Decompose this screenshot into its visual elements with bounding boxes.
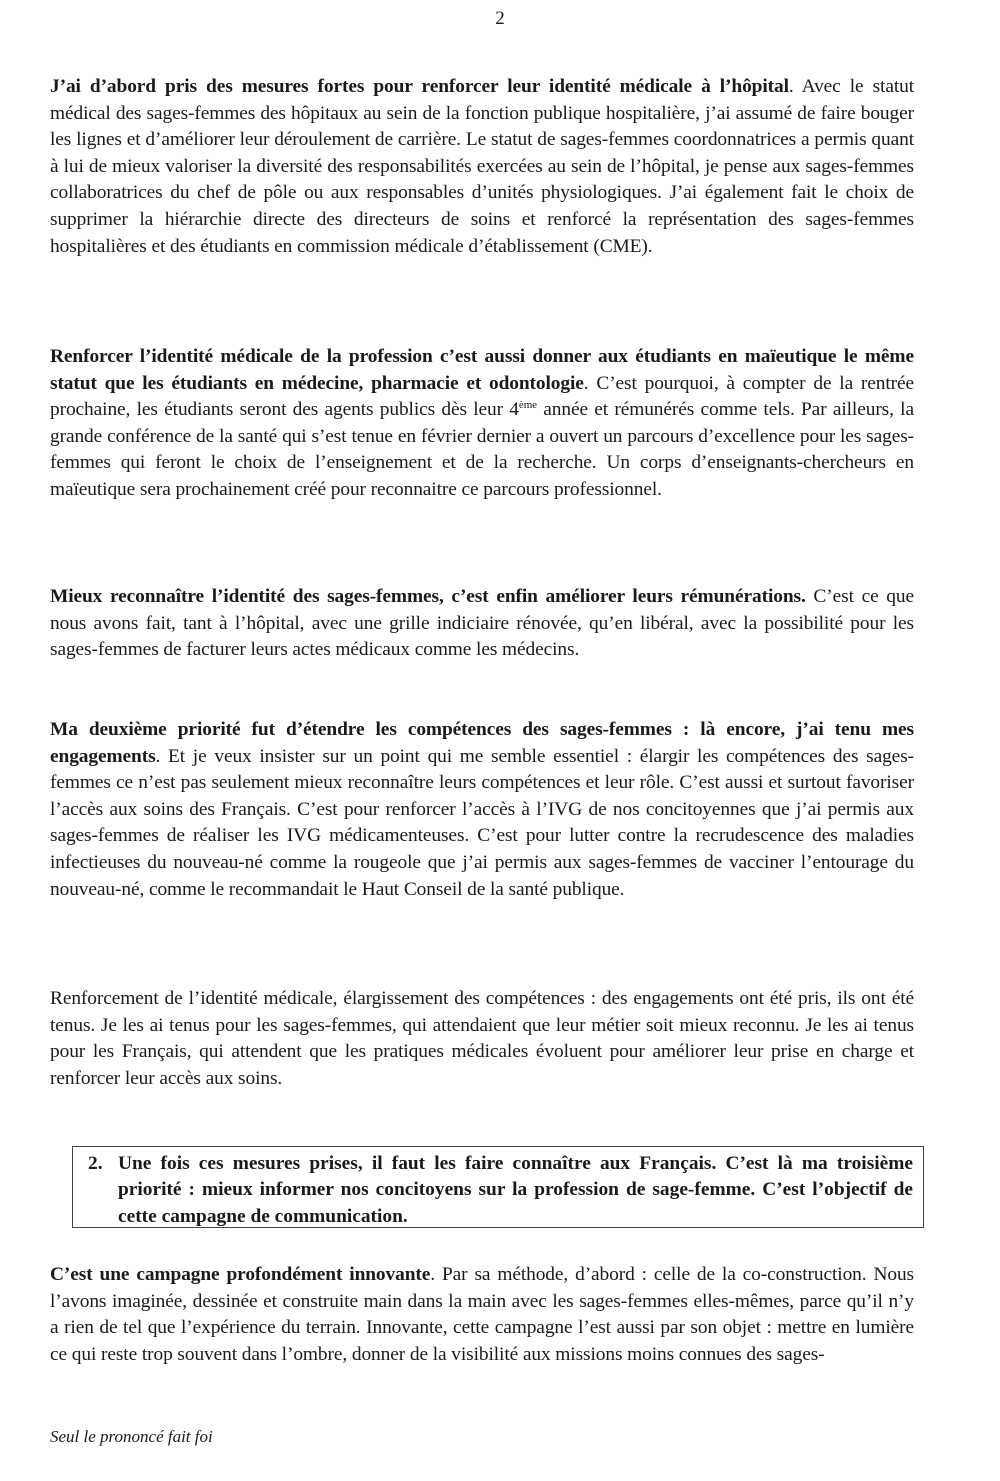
page-footer: Seul le prononcé fait foi: [50, 1427, 213, 1446]
paragraph-text: . Et je veux insister sur un point qui me semble essentiel : élargir les compétences des sages-femmes ce n’est pas seulement mieux reconnaître leurs compétences et leur rôle. C’est aussi et surtout favoriser l’accès aux soins des Français. C’est pour renforcer l’accès à l’IVG de nos concitoyennes que j’ai permis aux sages-femmes de réaliser les IVG médicamenteuses. C’est pour lutter contre la recrudescence des maladies infectieuses du nouveau-né comme la rougeole que j’ai permis aux sages-femmes de vacciner l’entourage du nouveau-né, comme le recommandait le Haut Conseil de la santé publique.: [50, 745, 914, 900]
paragraph-lead-bold: C’est une campagne profondément innovante: [50, 1264, 431, 1285]
paragraph-remuneration: [50, 584, 914, 664]
paragraph-summary: [50, 986, 914, 1092]
paragraph-text: année et rémunérés comme tels. Par ailleurs, la grande conférence de la santé qui s’est tenue en février dernier a ouvert un parcours d’excellence pour les sages-femmes qui feront le choix de l’enseignement et de la recherche. Un corps d’enseignants-chercheurs en maïeutique sera prochainement créé pour reconnaitre ce parcours professionnel.: [50, 399, 914, 500]
paragraph-lead-bold: Ma deuxième priorité fut d’étendre les compétences des sages-femmes : là encore, j’ai tenu mes engagements: [50, 719, 914, 767]
page-number: 2: [495, 8, 505, 29]
callout-number: 2.: [88, 1153, 103, 1174]
ordinal-superscript: ème: [518, 399, 537, 412]
callout-text: Une fois ces mesures prises, il faut les faire connaître aux Français. C’est là ma troisième priorité : mieux informer nos concitoyens sur la profession de sage-femme. C’est l’objectif de cette campagne de communication.: [118, 1153, 913, 1227]
paragraph-student-status: [50, 344, 914, 504]
numbered-callout-box: [72, 1146, 924, 1228]
paragraph-text: . Par sa méthode, d’abord : celle de la co-construction. Nous l’avons imaginée, dessinée et construite main dans la main avec les sages-femmes elles-mêmes, parce qu’il n’y a rien de tel que l’expérience du terrain. Innovante, cette campagne l’est aussi par son objet : mettre en lumière ce qui reste trop souvent dans l’ombre, donner de la visibilité aux missions moins connues des sages-: [50, 1264, 915, 1365]
paragraph-competences: [50, 717, 914, 903]
paragraph-lead-bold: Renforcer l’identité médicale de la profession c’est aussi donner aux étudiants en maïeutique le même statut que les étudiants en médecine, pharmacie et odontologie: [50, 346, 914, 394]
paragraph-text: . C’est pourquoi, à compter de la rentrée prochaine, les étudiants seront des agents publics dès leur 4: [50, 372, 915, 421]
paragraph-lead-bold: Mieux reconnaître l’identité des sages-femmes, c’est enfin améliorer leurs rémunérations.: [50, 586, 806, 607]
paragraph-text: . Avec le statut médical des sages-femmes des hôpitaux au sein de la fonction publique hospitalière, j’ai assumé de faire bouger les lignes et d’améliorer leur déroulement de carrière. Le statut de sages-femmes coordonnatrices a permis quant à lui de mieux valoriser la diversité des responsabilités exercées au sein de l’hôpital, je pense aux sages-femmes collaboratrices du chef de pôle ou aux responsables d’unités physiologiques. J’ai également fait le choix de supprimer la hiérarchie directe des directeurs de soins et renforcé la représentation des sages-femmes hospitalières et des étudiants en commission médicale d’établissement (CME).: [50, 76, 914, 257]
paragraph-lead-bold: J’ai d’abord pris des mesures fortes pour renforcer leur identité médicale à l’hôpital: [50, 76, 789, 97]
paragraph-text: Renforcement de l’identité médicale, élargissement des compétences : des engagements ont été pris, ils ont été tenus. Je les ai tenus pour les sages-femmes, qui attendaient que leur métier soit mieux reconnu. Je les ai tenus pour les Français, qui attendent que les pratiques médicales évoluent pour améliorer leur prise en charge et renforcer leur accès aux soins.: [50, 988, 914, 1089]
paragraph-hospital-identity: [50, 74, 914, 260]
paragraph-campaign: [50, 1262, 914, 1368]
paragraph-text: C’est ce que nous avons fait, tant à l’hôpital, avec une grille indiciaire rénovée, qu’en libéral, avec la possibilité pour les sages-femmes de facturer leurs actes médicaux comme les médecins.: [50, 586, 914, 661]
